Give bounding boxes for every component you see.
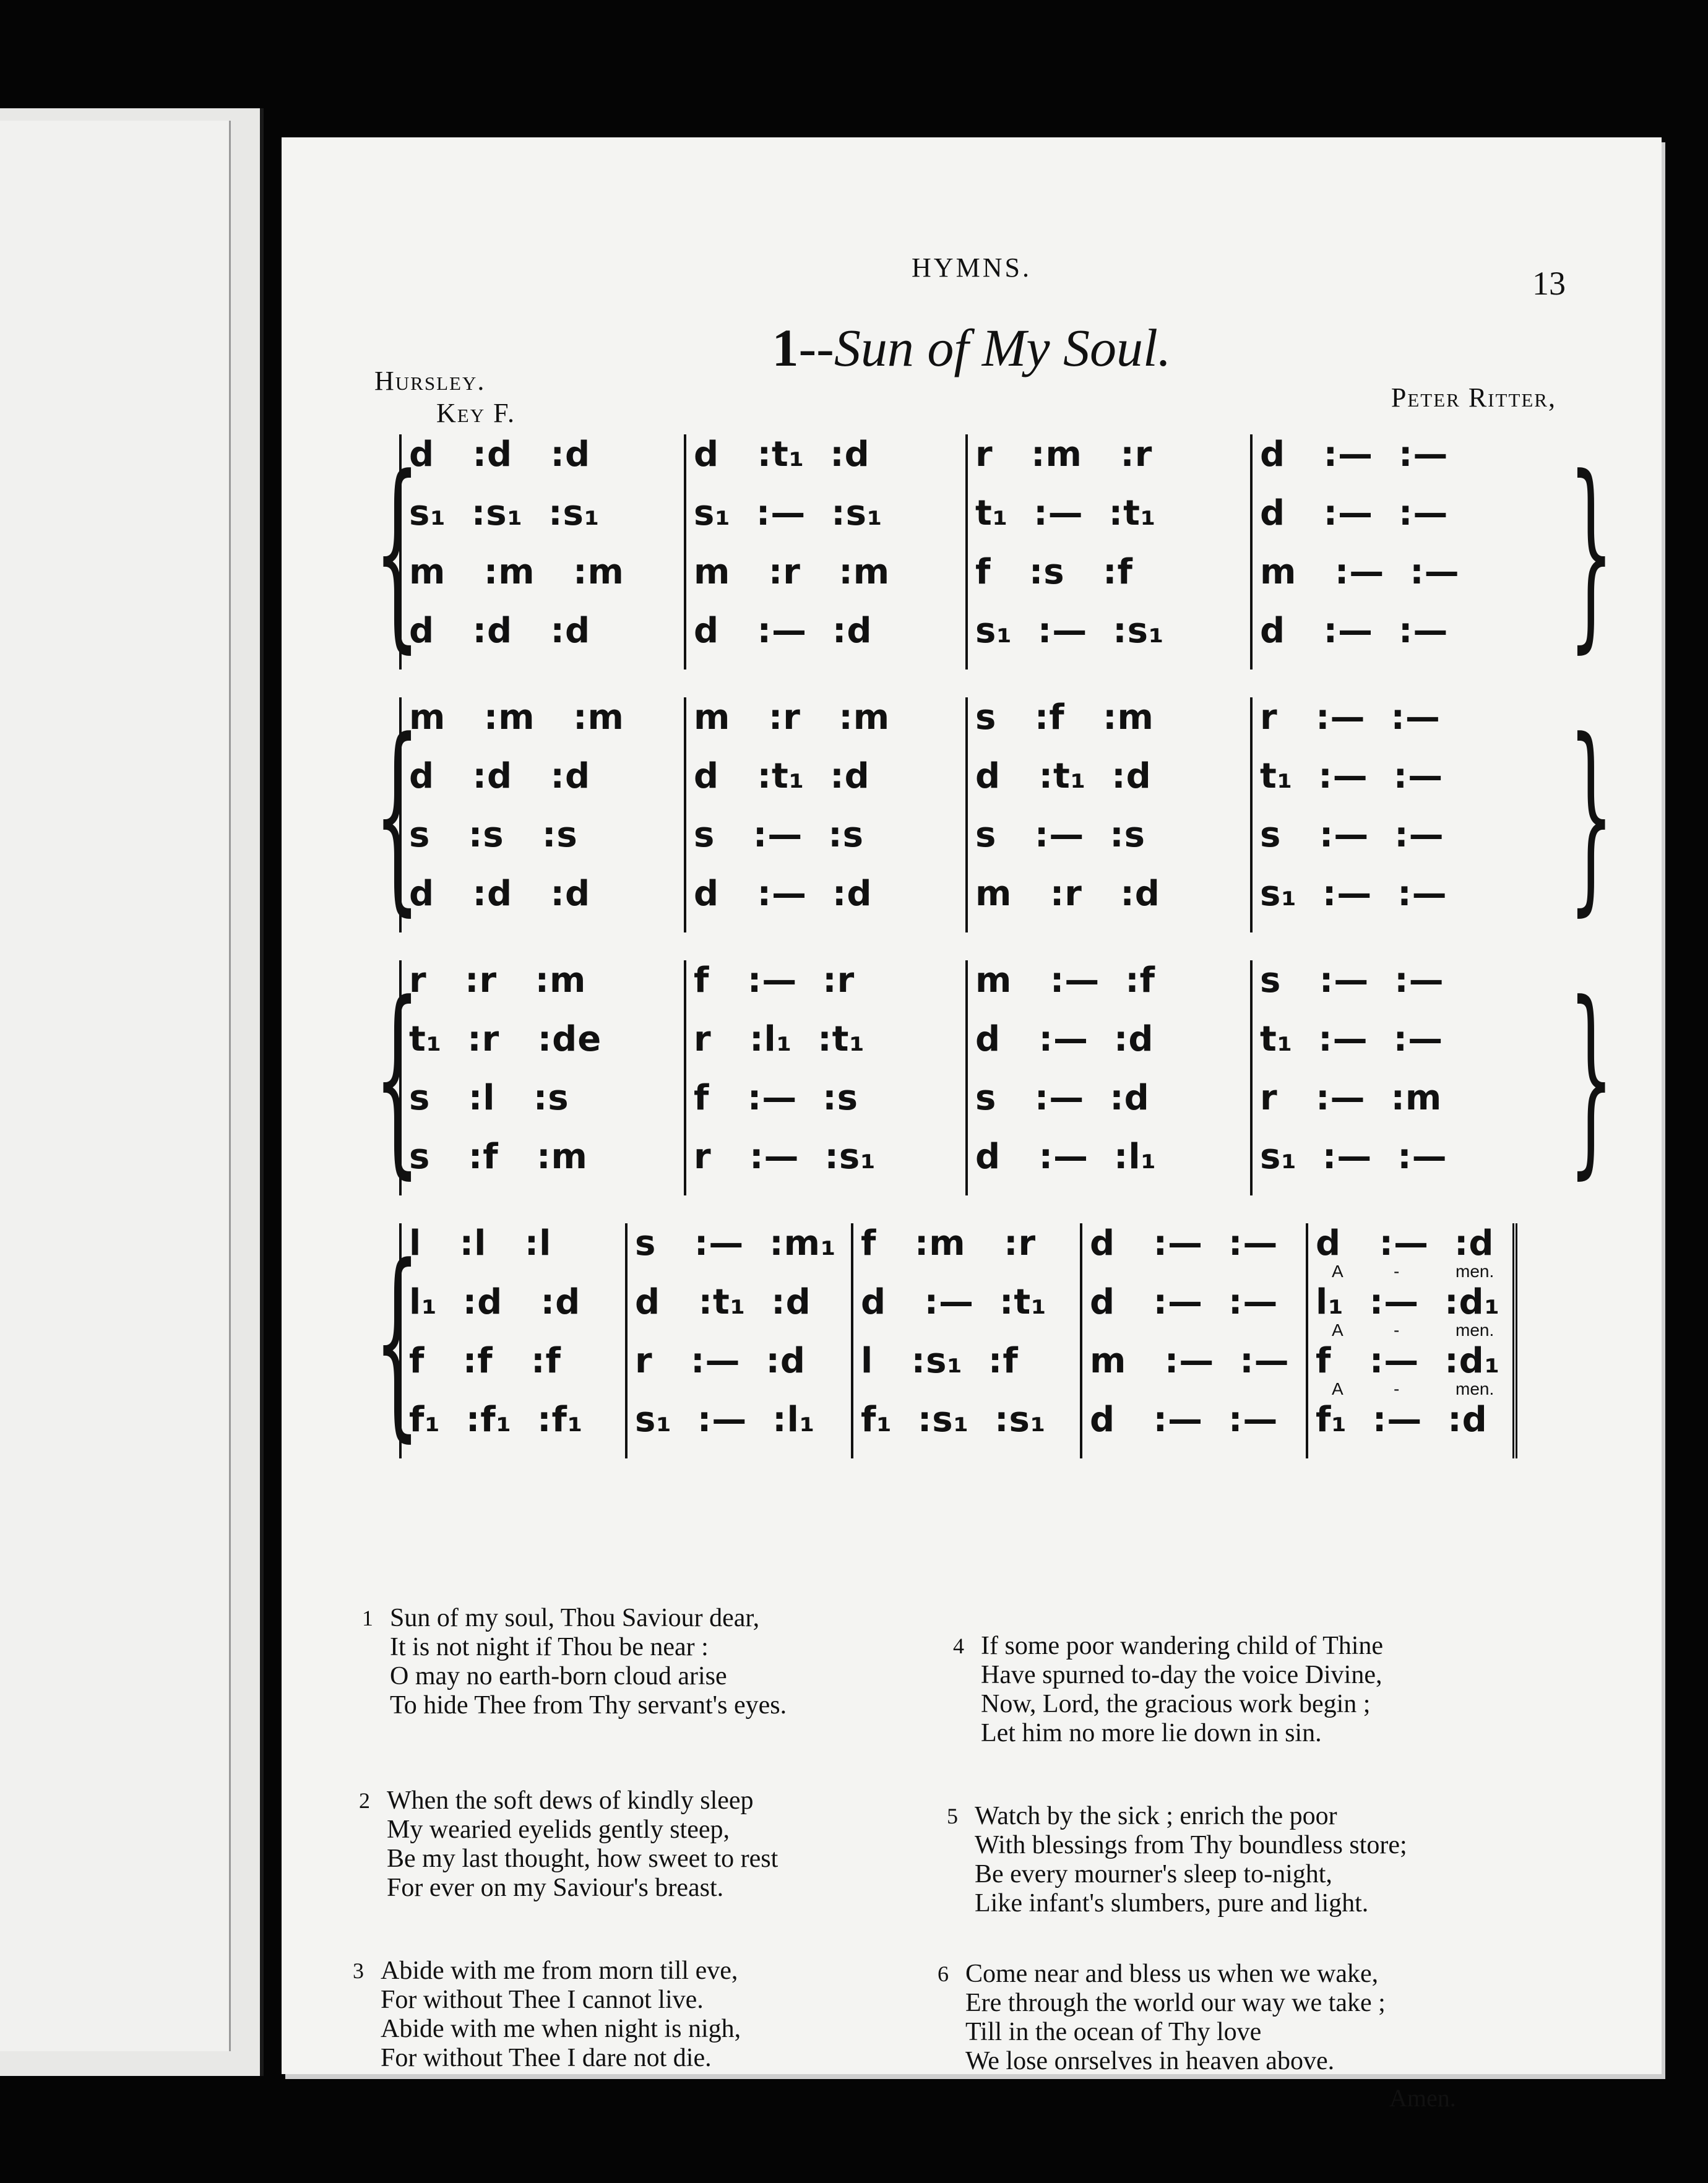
voice-part: d :— :— xyxy=(1090,1282,1279,1322)
voice-part: f :— :s xyxy=(694,1078,858,1118)
verse-line: Ere through the world our way we take ; xyxy=(965,1989,1386,2017)
left-brace: { xyxy=(374,433,420,671)
amen-syllable: - xyxy=(1394,1320,1400,1340)
voice-part: d :t₁ :d xyxy=(635,1282,811,1322)
verse-line: Like infant's slumbers, pure and light. xyxy=(975,1889,1369,1918)
voice-part: m :r :d xyxy=(975,874,1160,914)
score-measure xyxy=(965,960,1253,1195)
amen-syllable: A xyxy=(1332,1320,1344,1340)
voice-part: d :— :d xyxy=(975,1019,1154,1059)
left-page-inner xyxy=(0,121,231,2051)
voice-part: s₁ :— :s₁ xyxy=(694,493,883,533)
voice-part: s :f :m xyxy=(409,1137,588,1177)
verse-number: 2 xyxy=(359,1788,370,1813)
verse-line: Abide with me from morn till eve, xyxy=(381,1957,738,1985)
key-signature: Key F. xyxy=(436,398,516,428)
score-measure xyxy=(625,1223,853,1458)
verse-6 xyxy=(938,1960,1386,2076)
voice-part: r :— :s₁ xyxy=(694,1137,876,1177)
tune-name: Hursley. xyxy=(374,366,486,396)
voice-part: d :— :— xyxy=(1260,611,1449,651)
voice-part: l :s₁ :f xyxy=(861,1341,1019,1381)
score-measure xyxy=(399,434,686,670)
voice-part: r :l₁ :t₁ xyxy=(694,1019,865,1059)
voice-part: d :— :l₁ xyxy=(975,1137,1157,1177)
verse-number: 1 xyxy=(362,1606,373,1630)
composer: Peter Ritter, xyxy=(1391,382,1556,413)
voice-part: d :t₁ :d xyxy=(694,756,870,796)
voice-part: s₁ :— :l₁ xyxy=(635,1400,816,1440)
hymn-name: Sun of My Soul. xyxy=(834,318,1171,377)
voice-part: t₁ :— :— xyxy=(1260,1019,1444,1059)
page-number: 13 xyxy=(1532,265,1566,302)
voice-part: m :— :— xyxy=(1090,1341,1290,1381)
score-measure xyxy=(965,697,1253,932)
score-system xyxy=(374,433,1614,671)
voice-part: r :— :d xyxy=(635,1341,806,1381)
voice-part: s :f :m xyxy=(975,697,1154,738)
amen-syllable: - xyxy=(1394,1262,1400,1281)
verse-number: 3 xyxy=(353,1958,364,1983)
voice-part: d :— :— xyxy=(1260,434,1449,475)
voice-part: r :— :m xyxy=(1260,1078,1443,1118)
verse-3 xyxy=(353,1957,741,2073)
verse-line: Let him no more lie down in sin. xyxy=(981,1719,1322,1747)
voice-part: f₁ :s₁ :s₁ xyxy=(861,1400,1046,1440)
score-system xyxy=(374,959,1614,1197)
voice-part: s₁ :— :— xyxy=(1260,874,1447,914)
amen-syllable: - xyxy=(1394,1379,1400,1398)
voice-part: d :d :d xyxy=(409,434,591,475)
score-measure xyxy=(399,960,686,1195)
amen-syllable: men. xyxy=(1456,1320,1494,1340)
right-brace: } xyxy=(1568,433,1614,671)
voice-part: m :— :— xyxy=(1260,552,1460,592)
verse-line: To hide Thee from Thy servant's eyes. xyxy=(390,1691,787,1720)
verse-line: Abide with me when night is nigh, xyxy=(381,2015,741,2043)
voice-part: l₁ :— :d₁ xyxy=(1316,1282,1501,1322)
closing-amen: Amen. xyxy=(1389,2084,1456,2112)
voice-part: l :l :l xyxy=(409,1223,552,1264)
voice-part: m :r :m xyxy=(694,552,891,592)
verse-line: We lose onrselves in heaven above. xyxy=(965,2047,1335,2075)
title-separator: -- xyxy=(798,318,834,377)
verse-line: Now, Lord, the gracious work begin ; xyxy=(981,1690,1371,1718)
voice-part: d :— :— xyxy=(1090,1400,1279,1440)
score-measure xyxy=(851,1223,1082,1458)
verse-line: O may no earth-born cloud arise xyxy=(390,1662,727,1690)
voice-part: m :— :f xyxy=(975,960,1155,1001)
voice-part: d :— :d xyxy=(1316,1223,1494,1264)
score-measure xyxy=(684,697,968,932)
voice-part: r :— :— xyxy=(1260,697,1441,738)
verse-line: If some poor wandering child of Thine xyxy=(981,1632,1384,1660)
score-measure xyxy=(1250,434,1525,670)
voice-part: f₁ :— :d xyxy=(1316,1400,1488,1440)
voice-part: d :t₁ :d xyxy=(694,434,870,475)
score-measure xyxy=(399,1223,628,1458)
verse-5 xyxy=(947,1802,1407,1918)
verse-number: 4 xyxy=(953,1634,964,1658)
hymn-title xyxy=(282,317,1662,379)
verse-line: Have spurned to-day the voice Divine, xyxy=(981,1661,1382,1689)
verse-line: It is not night if Thou be near : xyxy=(390,1633,709,1661)
voice-part: d :— :d xyxy=(694,874,873,914)
amen-syllable: A xyxy=(1332,1262,1344,1281)
right-brace: } xyxy=(1568,696,1614,934)
voice-part: s :— :m₁ xyxy=(635,1223,837,1264)
voice-part: f :— :r xyxy=(694,960,855,1001)
voice-part: s₁ :— :s₁ xyxy=(975,611,1165,651)
left-brace: { xyxy=(374,696,420,934)
voice-part: d :— :t₁ xyxy=(861,1282,1047,1322)
verse-line: Watch by the sick ; enrich the poor xyxy=(975,1802,1337,1830)
voice-part: f :f :f xyxy=(409,1341,561,1381)
score-measure xyxy=(684,434,968,670)
verse-line: My wearied eyelids gently steep, xyxy=(387,1815,730,1844)
voice-part: t₁ :— :— xyxy=(1260,756,1444,796)
voice-part: m :r :m xyxy=(694,697,891,738)
verse-line: Be my last thought, how sweet to rest xyxy=(387,1845,779,1873)
voice-part: d :— :— xyxy=(1090,1223,1279,1264)
verse-2 xyxy=(359,1786,779,1903)
verse-number: 5 xyxy=(947,1804,958,1828)
left-brace: { xyxy=(374,1222,420,1460)
voice-part: d :— :d xyxy=(694,611,873,651)
voice-part: f :m :r xyxy=(861,1223,1037,1264)
voice-part: l₁ :d :d xyxy=(409,1282,581,1322)
voice-part: s :s :s xyxy=(409,815,578,855)
score-measure xyxy=(1080,1223,1308,1458)
verse-line: Sun of my soul, Thou Saviour dear, xyxy=(390,1604,760,1632)
verse-line: Till in the ocean of Thy love xyxy=(965,2018,1262,2046)
voice-part: f :— :d₁ xyxy=(1316,1341,1501,1381)
voice-part: s :— :d xyxy=(975,1078,1150,1118)
verse-number: 6 xyxy=(938,1961,949,1986)
voice-part: m :m :m xyxy=(409,697,624,738)
score-system xyxy=(374,1223,1600,1458)
amen-syllable: A xyxy=(1332,1379,1344,1398)
voice-part: f :s :f xyxy=(975,552,1133,592)
left-page-edge xyxy=(0,108,264,2076)
voice-part: d :d :d xyxy=(409,756,591,796)
score-system xyxy=(374,696,1614,934)
voice-part: s :— :s xyxy=(975,815,1145,855)
score-measure xyxy=(965,434,1253,670)
score-measure xyxy=(1250,697,1525,932)
verse-line: Be every mourner's sleep to-night, xyxy=(975,1860,1332,1888)
right-brace: } xyxy=(1568,959,1614,1197)
score-measure xyxy=(1306,1223,1517,1458)
voice-part: d :d :d xyxy=(409,611,591,651)
voice-part: s :— :— xyxy=(1260,815,1444,855)
voice-part: m :m :m xyxy=(409,552,624,592)
hymn-page xyxy=(282,137,1662,2112)
verse-4 xyxy=(953,1632,1384,1748)
amen-syllable: men. xyxy=(1456,1262,1494,1281)
voice-part: t₁ :r :de xyxy=(409,1019,602,1059)
voice-part: s :— :s xyxy=(694,815,864,855)
score-measure xyxy=(1250,960,1525,1195)
voice-part: d :d :d xyxy=(409,874,591,914)
verse-line: Come near and bless us when we wake, xyxy=(965,1960,1379,1988)
voice-part: f₁ :f₁ :f₁ xyxy=(409,1400,584,1440)
amen-syllable: men. xyxy=(1456,1379,1494,1398)
voice-part: s₁ :s₁ :s₁ xyxy=(409,493,600,533)
verse-line: When the soft dews of kindly sleep xyxy=(387,1786,754,1815)
voice-part: s₁ :— :— xyxy=(1260,1137,1447,1177)
voice-part: t₁ :— :t₁ xyxy=(975,493,1157,533)
verse-line: For without Thee I cannot live. xyxy=(381,1986,704,2014)
hymn-number: 1 xyxy=(772,318,799,377)
voice-part: s :l :s xyxy=(409,1078,569,1118)
voice-part: d :t₁ :d xyxy=(975,756,1152,796)
voice-part: d :— :— xyxy=(1260,493,1449,533)
voice-part: r :r :m xyxy=(409,960,587,1001)
voice-part: r :m :r xyxy=(975,434,1153,475)
voice-part: s :— :— xyxy=(1260,960,1444,1001)
verse-1 xyxy=(362,1604,787,1720)
score-measure xyxy=(399,697,686,932)
verse-line: With blessings from Thy boundless store; xyxy=(975,1831,1407,1859)
left-brace: { xyxy=(374,959,420,1197)
running-head: HYMNS. xyxy=(912,252,1032,283)
score-measure xyxy=(684,960,968,1195)
verse-line: For ever on my Saviour's breast. xyxy=(387,1874,724,1902)
verse-line: For without Thee I dare not die. xyxy=(381,2044,712,2072)
